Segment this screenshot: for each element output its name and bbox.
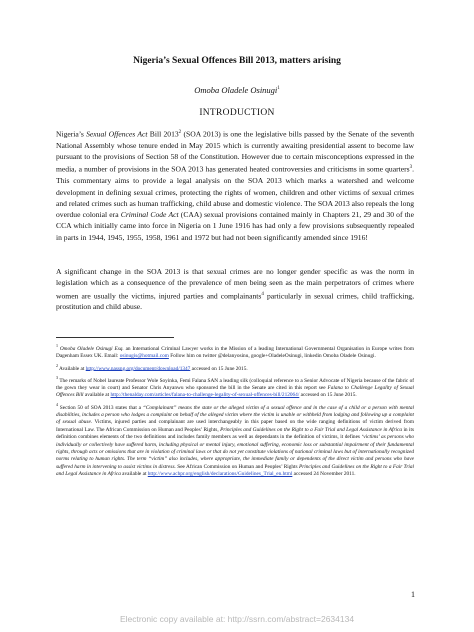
footnote-text: in its definition combines elements of the two definitions and includes family members as well as dependants in the definition of victims, it defines xyxy=(56,426,415,441)
paragraph-significant-change xyxy=(56,266,414,313)
achpr-link[interactable]: http://www.achpr.org/english/declarations/Guidelines_Trial_en.html xyxy=(147,471,293,478)
author-footnote-marker: 1 xyxy=(277,86,280,92)
footnote-text: available at xyxy=(120,471,148,478)
p1-text-c: (SOA 2013) is one the legislative bills passed by the Senate of the seventh National Assembly whose tenure ended in May 2015 which is currently awaiting presidential assent to become law pursuant to the provisions of Section 58 of the Constitution. However due to certain misconceptions expressed in the media, a number of provisions in the SOA 2013 has generated heated controversies and criticisms in some quarters xyxy=(56,129,414,174)
page-number: 1 xyxy=(411,590,415,599)
footnote-divider xyxy=(56,337,174,338)
footnote-text: accessed on 15 June 2015. xyxy=(190,365,248,372)
footnote-number: 1 xyxy=(56,343,58,348)
ssrn-watermark: Electronic copy available at: http://ssrn.com/abstract=2634134 xyxy=(119,614,355,624)
footnote-ref-2: 2 xyxy=(178,130,182,135)
footnote-text: Available at xyxy=(58,365,86,372)
footnote-text: See African Commission on Human and Peoples’ Rights xyxy=(175,463,299,470)
p1-text-d: . This commentary aims to provide a legal analysis on the SOA 2013 which marks a watershed and welcome development in defining sexual crimes, protecting the rights of women, children and other victims of sexual crimes and related crimes such as human trafficking, child abuse and domestic violence. The SOA 2013 also repeals the long overdue colonial era xyxy=(56,164,414,220)
footnote-text: accessed 24 November 2011. xyxy=(292,471,356,478)
author-line xyxy=(0,85,474,95)
footnote-ref-3: 3 xyxy=(409,165,413,171)
footnote-text: an International Criminal Lawyer works in the Mission of a leading International Governmental Organisation in Europe writes from Dagenham Essex UK. Email: xyxy=(56,345,415,360)
footnote-3 xyxy=(56,374,414,400)
footnote-text: The remarks of Nobel laureate Professor Wole Soyinka, Femi Falana SAN a leading silk (colloquial reference to a Senior Advocate of Nigeria because of the fabric of the gown they wear in court) and Senator Chris Anyanwu who sponsored the bill in the Senate are cited in this report see xyxy=(56,377,414,391)
section-heading: INTRODUCTION xyxy=(199,108,275,118)
footnote-2 xyxy=(56,362,414,373)
p2-text-a: A significant change in the SOA 2013 is that sexual crimes are no longer gender specific as was the norm in legislation which as a consequence of the prevalence of men being seen as the main perpetrators of crimes where women are usually the victims, injured parties and complainants xyxy=(56,267,414,301)
code-name: Criminal Code Act xyxy=(120,210,179,220)
footnote-number: 2 xyxy=(56,362,58,368)
footnotes-section xyxy=(56,342,414,480)
footnote-1 xyxy=(56,342,414,361)
p2-text-b: particularly in sexual crimes, child trafficking, prostitution and child abuse. xyxy=(56,291,414,312)
footnote-text: available at xyxy=(83,392,111,399)
p1-text-b: Bill 2013 xyxy=(147,129,179,139)
nassng-link[interactable]: http://www.nassng.org/document/download/1347 xyxy=(85,365,191,372)
p1-text-e: (CAA) sexual provisions contained mainly in Chapters 21, 29 and 30 of the CCA which initially came into force in Nigeria on 1 June 1916 has had only a few provisions subsequently repealed in parts in 1944, 1945, 1955, 1958, 1961 and 1972 but had not been significantly amended since 1916! xyxy=(56,210,414,242)
author-name: Omoba Oladele Osinugi xyxy=(194,85,278,95)
footnote-guidelines-title: Principles and Guidelines on the Right to a Fair Trial and Legal Assistance in Africa xyxy=(220,426,403,433)
footnote-guidelines-title: Principles and Guidelines on the Right to a Fair Trial and Legal Assistance in Africa xyxy=(56,463,414,478)
act-name: Sexual Offences Act xyxy=(86,129,148,139)
nationday-link[interactable]: http://thenalday.com/articles/falana-to-challenge-legality-of-sexual-offences-bill/212064/ xyxy=(110,392,300,399)
footnote-number: 4 xyxy=(56,401,58,407)
email-link[interactable]: osinugis@hotmail.com xyxy=(119,353,169,360)
footnote-article-title: Falana to Challenge Legality of Sexual Offences Bill xyxy=(56,384,414,399)
footnote-author-name: Omoba Oladele Osinugi Esq. xyxy=(59,345,124,352)
p1-text-a: Nigeria’s xyxy=(56,129,87,139)
footnote-text: Section 50 of SOA 2013 states that a xyxy=(58,404,143,411)
footnote-text: Victims, injured parties and complainant are used interchangeably in this paper based on the wide ranging definitions of victim derived from International Law. The African Commission on Human and Peoples’ Rights, xyxy=(56,419,414,433)
footnote-quote: “Complainant” means the state or the alleged victim of a sexual offence and in the case of a child or a person with mental disabilities, includes a person who lodges a complaint on behalf of the alleged victim where the victim is unable or withheld from lodging and following up a complaint of sexual abuse. xyxy=(56,404,414,426)
footnote-4 xyxy=(56,401,414,479)
footnote-victims-definition: ‘victims’ as persons who individually or collectively have suffered harm, including physical or mental injury, emotional suffering, economic loss or substantial impairment of their fundamental rights, through acts or omissions that are in violation of criminal laws or that do not yet constitute violations of national criminal laws but of internationally recognized norms relating to human rights. The term “victim” also includes, where appropriate, the immediate family or dependents of the direct victim and persons who have suffered harm in intervening to assist victims in distress. xyxy=(56,434,414,470)
paper-title: Nigeria’s Sexual Offences Bill 2013, matters arising xyxy=(133,56,341,66)
footnote-text: accessed on 15 June 2015. xyxy=(299,392,357,399)
paragraph-introduction xyxy=(56,127,414,243)
footnote-ref-4: 4 xyxy=(261,291,264,297)
footnote-number: 3 xyxy=(56,374,58,380)
footnote-text: Follow him on twitter @delanyosinu, google+OladeleOsinugi, linkedin Omoba Oladele Osinugi. xyxy=(168,353,376,360)
